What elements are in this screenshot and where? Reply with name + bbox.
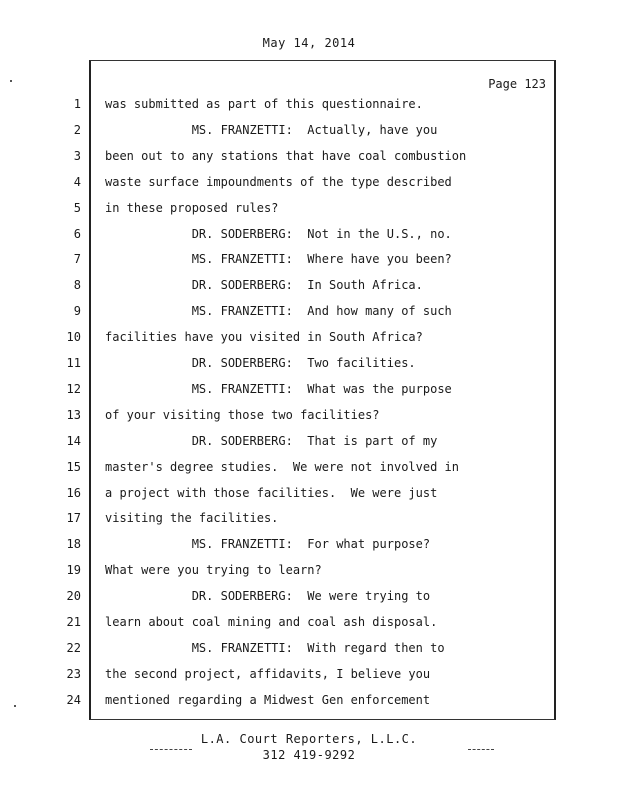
line-number: 14 [66,433,81,448]
line-number: 21 [66,615,81,629]
transcript-line-text: What were you trying to learn? [105,563,322,578]
line-number: 1 [73,97,81,111]
line-number: 10 [66,330,81,345]
transcript-line-text: DR. SODERBERG: Two facilities. [105,356,416,370]
line-number: 11 [66,356,81,370]
transcript-line-text: MS. FRANZETTI: Actually, have you [105,122,438,137]
transcript-line-text: MS. FRANZETTI: Where have you been? [105,252,452,267]
line-number: 17 [66,511,81,526]
line-number: 9 [73,304,81,319]
line-number: 19 [66,563,81,578]
scan-speck [10,80,12,82]
court-reporter-firm: L.A. Court Reporters, L.L.C. [200,732,418,746]
transcript-line-text: DR. SODERBERG: In South Africa. [105,278,423,293]
transcript-line-text: DR. SODERBERG: That is part of my [105,433,438,448]
line-number: 2 [73,122,81,137]
transcript-line-text: learn about coal mining and coal ash disposal. [105,615,438,629]
line-number: 12 [66,381,81,396]
court-reporter-phone: 312 419-9292 [262,748,356,762]
page-number: Page 123 [488,77,546,91]
line-number: 15 [66,459,81,474]
line-number: 8 [73,278,81,293]
transcript-line-text: mentioned regarding a Midwest Gen enforcement [105,692,431,707]
scan-speck [14,705,16,707]
transcript-line-text: DR. SODERBERG: Not in the U.S., no. [105,226,452,241]
line-number: 7 [73,252,81,267]
transcript-line-text: MS. FRANZETTI: And how many of such [105,304,452,319]
line-number: 13 [66,407,81,422]
line-number: 22 [66,640,81,655]
transcript-line-text: the second project, affidavits, I believe you [105,666,431,681]
transcript-date: May 14, 2014 [262,36,356,50]
transcript-line-text: facilities have you visited in South Africa? [105,330,423,345]
transcript-line-text: in these proposed rules? [105,200,279,215]
line-number: 23 [66,666,81,681]
line-number: 4 [73,174,81,189]
transcript-line-text: visiting the facilities. [105,511,279,526]
transcript-line-text: DR. SODERBERG: We were trying to [105,589,431,604]
line-number: 18 [66,537,81,552]
line-number: 16 [66,485,81,500]
transcript-line-text: a project with those facilities. We were just [105,485,438,500]
line-number: 24 [66,692,81,707]
transcript-line-text: MS. FRANZETTI: With regard then to [105,640,445,655]
transcript-line-text: been out to any stations that have coal combustion [105,148,467,163]
transcript-line-text: waste surface impoundments of the type described [105,174,452,189]
transcript-line-text: MS. FRANZETTI: What was the purpose [105,381,452,396]
line-number: 6 [73,226,81,241]
transcript-line-text: MS. FRANZETTI: For what purpose? [105,537,431,552]
transcript-line-text: master's degree studies. We were not involved in [105,459,460,474]
line-number: 20 [66,589,81,604]
transcript-line-text: was submitted as part of this questionnaire. [105,97,423,111]
line-number: 3 [73,148,81,163]
line-number: 5 [73,200,81,215]
transcript-line-text: of your visiting those two facilities? [105,407,380,422]
